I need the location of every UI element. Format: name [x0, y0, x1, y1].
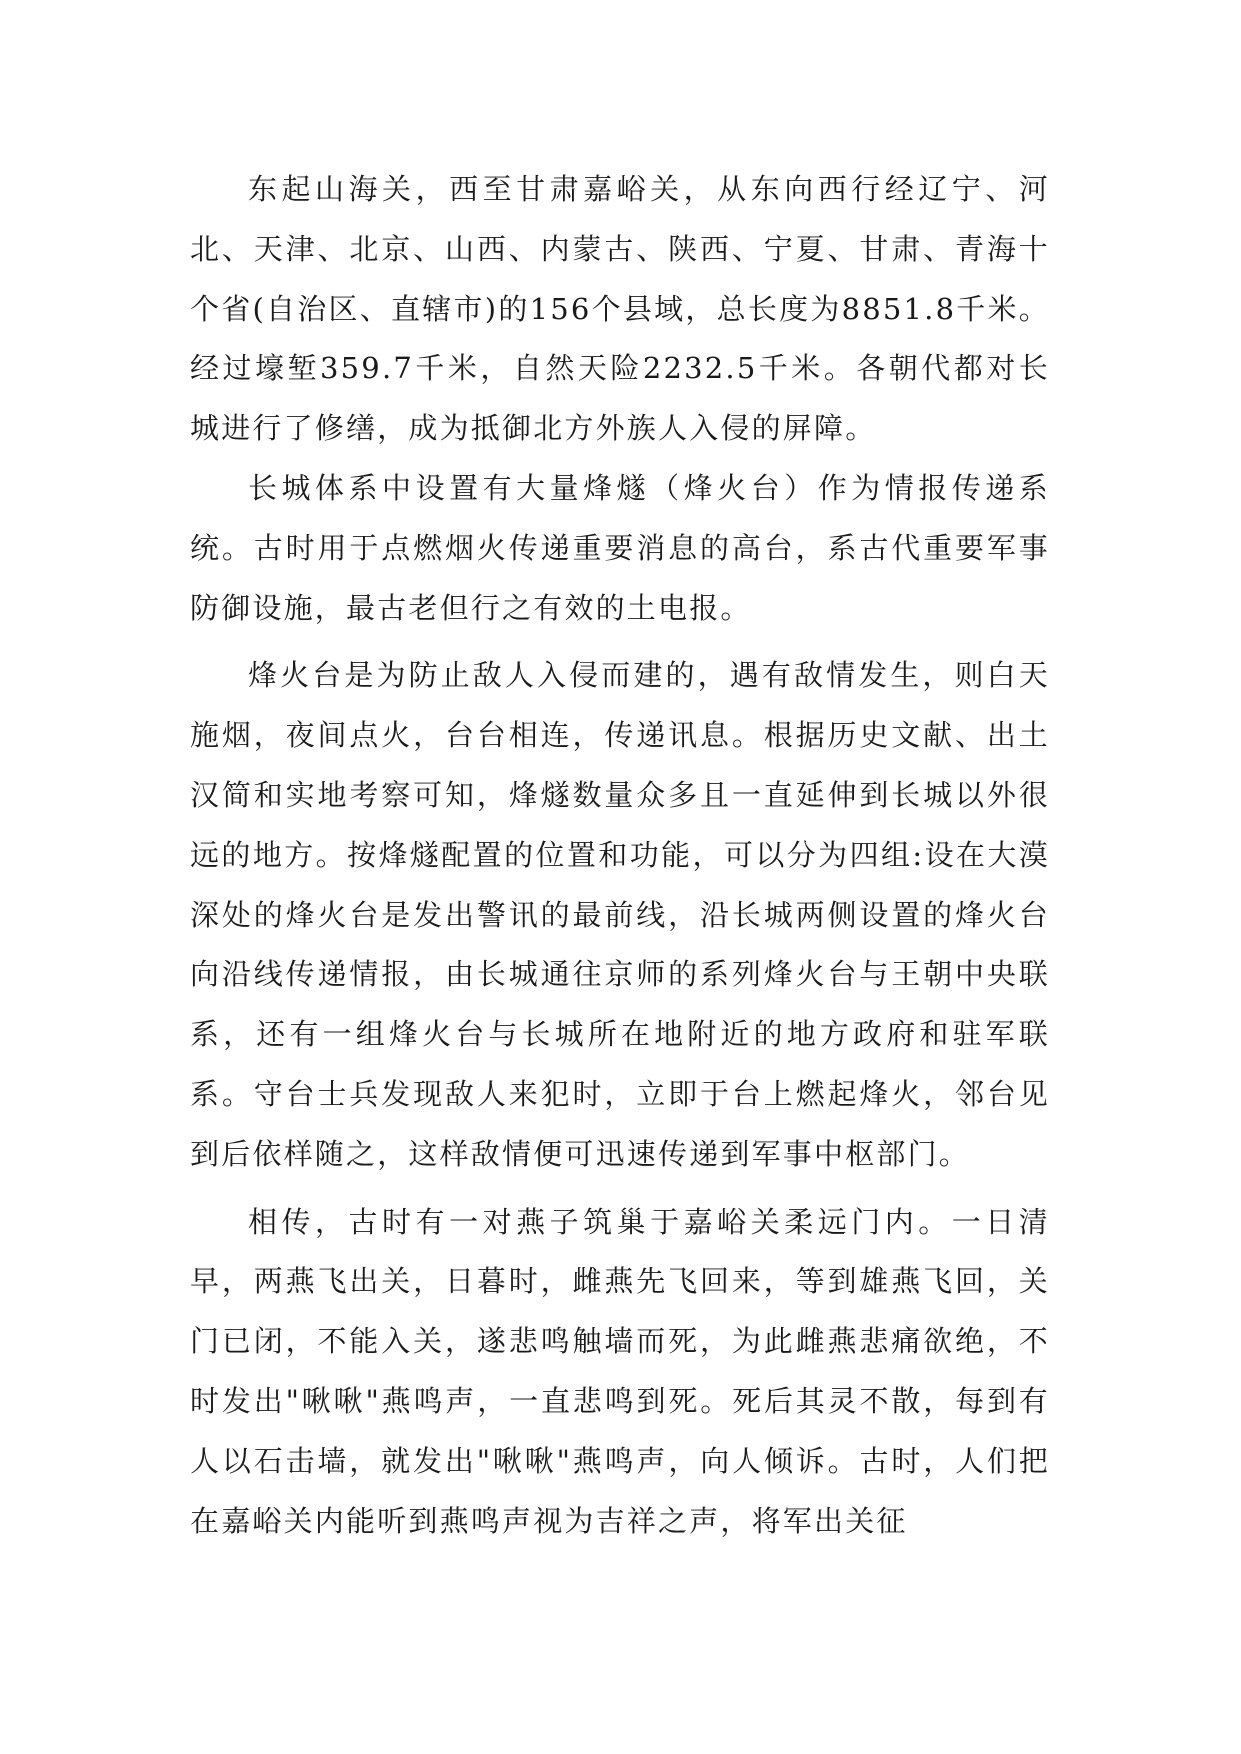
paragraph-beacon-system: 长城体系中设置有大量烽燧（烽火台）作为情报传递系统。古时用于点燃烟火传递重要消息的高台，系古代重要军事防御设施，最古老但行之有效的土电报。 [190, 470, 1050, 625]
paragraph-swallow-legend: 相传，古时有一对燕子筑巢于嘉峪关柔远门内。一日清早，两燕飞出关，日暮时，雌燕先飞回来，等到雄燕飞回，关门已闭，不能入关，遂悲鸣触墙而死，为此雌燕悲痛欲绝，不时发出"啾啾"燕鸣声，一直悲鸣到死。死后其灵不散，每到有人以石击墙，就发出"啾啾"燕鸣声，向人倾诉。古时，人们把在嘉峪关内能听到燕鸣声视为吉祥之声，将军出关征 [190, 1204, 1050, 1538]
paragraph-great-wall-route: 东起山海关，西至甘肃嘉峪关，从东向西行经辽宁、河北、天津、北京、山西、内蒙古、陕西、宁夏、甘肃、青海十个省(自治区、直辖市)的156个县域，总长度为8851.8千米。经过壕堑359.7千米，自然天险2232.5千米。各朝代都对长城进行了修缮，成为抵御北方外族人入侵的屏障。 [190, 172, 1050, 446]
document-body [190, 160, 1050, 1551]
paragraph-beacon-tower-function: 烽火台是为防止敌人入侵而建的，遇有敌情发生，则白天施烟，夜间点火，台台相连，传递讯息。根据历史文献、出土汉简和实地考察可知，烽燧数量众多且一直延伸到长城以外很远的地方。按烽燧配置的位置和功能，可以分为四组:设在大漠深处的烽火台是发出警讯的最前线，沿长城两侧设置的烽火台向沿线传递情报，由长城通往京师的系列烽火台与王朝中央联系，还有一组烽火台与长城所在地附近的地方政府和驻军联系。守台士兵发现敌人来犯时，立即于台上燃起烽火，邻台见到后依样随之，这样敌情便可迅速传递到军事中枢部门。 [190, 658, 1050, 1171]
